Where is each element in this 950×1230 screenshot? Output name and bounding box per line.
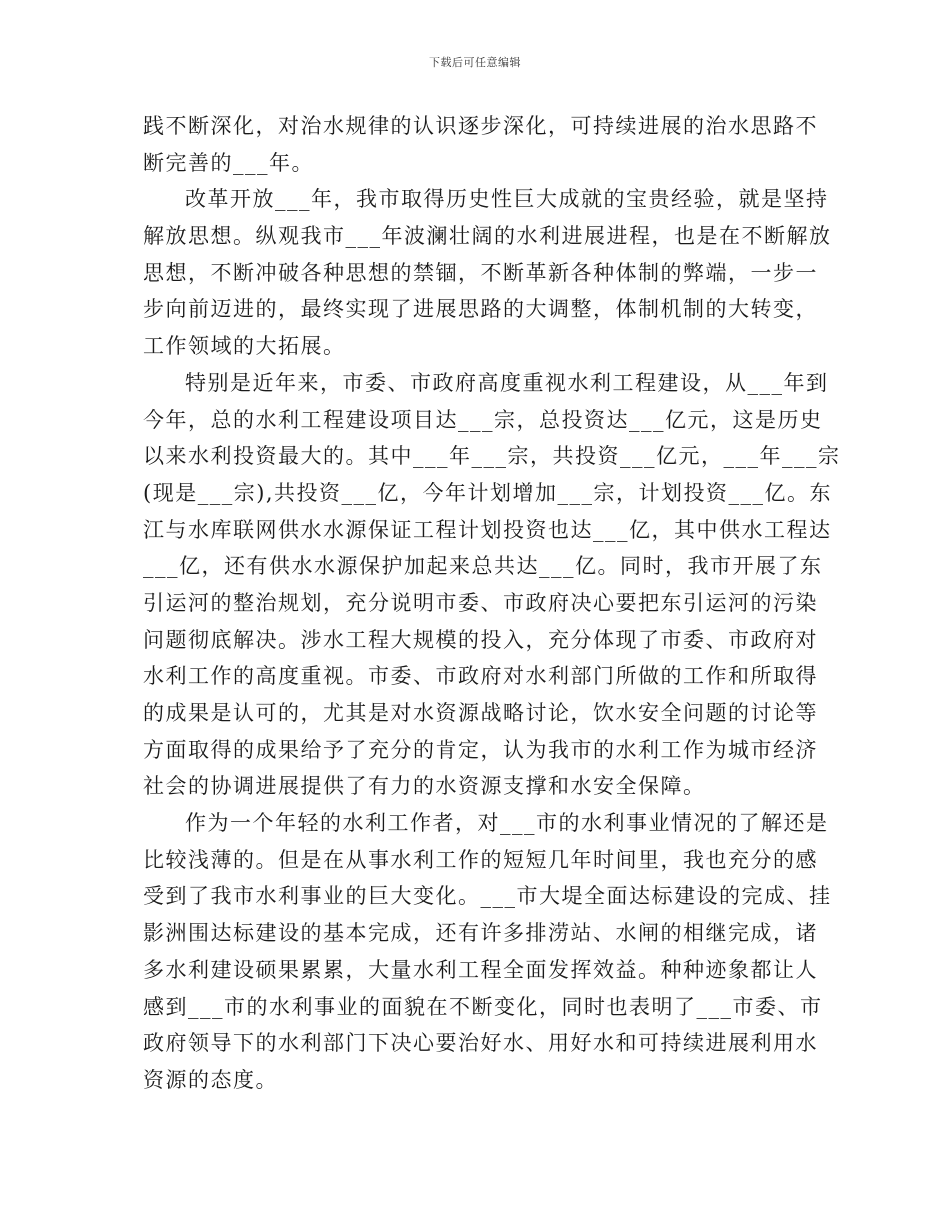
text-line: 引运河的整治规划，充分说明市委、市政府决心要把东引运河的污染 bbox=[143, 590, 818, 615]
text-line: 江与水库联网供水水源保证工程计划投资也达___亿，其中供水工程达 bbox=[143, 517, 832, 542]
text-line: 思想，不断冲破各种思想的禁锢，不断革新各种体制的弊端，一步一 bbox=[143, 260, 818, 285]
text-line: 解放思想。纵观我市___年波澜壮阔的水利进展进程，也是在不断解放 bbox=[143, 224, 832, 249]
body-text bbox=[143, 108, 841, 1099]
text-line: 比较浅薄的。但是在从事水利工作的短短几年时间里，我也充分的感 bbox=[143, 847, 818, 872]
page-header: 下载后可任意编辑 bbox=[429, 56, 521, 69]
text-line: 践不断深化，对治水规律的认识逐步深化，可持续进展的治水思路不 bbox=[143, 114, 818, 138]
text-line: 改革开放___年，我市取得历史性巨大成就的宝贵经验，就是坚持 bbox=[185, 187, 829, 212]
text-line: 特别是近年来，市委、市政府高度重视水利工程建设，从___年到 bbox=[185, 370, 829, 395]
text-line: (现是___宗),共投资___亿，今年计划增加___宗，计划投资___亿。东 bbox=[143, 480, 833, 505]
text-line: 水利工作的高度重视。市委、市政府对水利部门所做的工作和所取得 bbox=[143, 664, 818, 689]
text-line: 以来水利投资最大的。其中___年___宗，共投资___亿元，___年___宗 bbox=[143, 444, 841, 469]
text-line: 今年，总的水利工程建设项目达___宗，总投资达___亿元，这是历史 bbox=[143, 407, 823, 432]
text-line: 的成果是认可的，尤其是对水资源战略讨论，饮水安全问题的讨论等 bbox=[143, 701, 818, 725]
text-line: 社会的协调进展提供了有力的水资源支撑和水安全保障。 bbox=[143, 774, 706, 799]
text-line: 多水利建设硕果累累，大量水利工程全面发挥效益。种种迹象都让人 bbox=[143, 957, 818, 982]
text-line: 政府领导下的水利部门下决心要治好水、用好水和可持续进展利用水 bbox=[143, 1031, 818, 1056]
text-line: 问题彻底解决。涉水工程大规模的投入，充分体现了市委、市政府对 bbox=[143, 627, 818, 652]
text-line: 工作领域的大拓展。 bbox=[143, 334, 346, 359]
text-line: 影洲围达标建设的基本完成，还有许多排涝站、水闸的相继完成，诸 bbox=[143, 921, 818, 946]
text-line: 资源的态度。 bbox=[143, 1067, 278, 1092]
text-line: 断完善的___年。 bbox=[143, 150, 314, 175]
text-line: ___亿，还有供水水源保护加起来总共达___亿。同时，我市开展了东 bbox=[143, 554, 823, 579]
text-line: 步向前迈进的，最终实现了进展思路的大调整，体制机制的大转变， bbox=[143, 297, 818, 322]
text-line: 作为一个年轻的水利工作者，对___市的水利事业情况的了解还是 bbox=[185, 811, 829, 836]
text-line: 方面取得的成果给予了充分的肯定，认为我市的水利工作为城市经济 bbox=[143, 737, 818, 762]
text-line: 受到了我市水利事业的巨大变化。___市大堤全面达标建设的完成、挂 bbox=[143, 884, 832, 909]
text-line: 感到___市的水利事业的面貌在不断变化，同时也表明了___市委、市 bbox=[143, 994, 823, 1019]
